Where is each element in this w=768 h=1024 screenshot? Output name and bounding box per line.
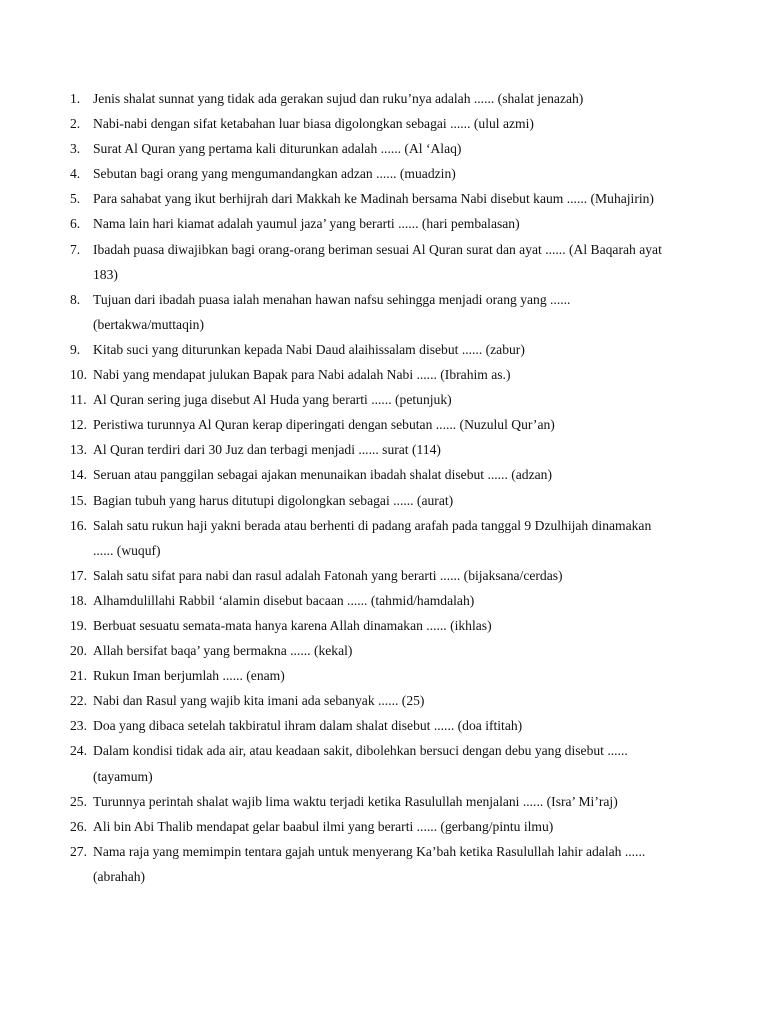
item-number [0,814,93,839]
item-number [0,613,93,638]
item-text: Turunnya perintah shalat wajib lima waktu terjadi ketika Rasulullah menjalani ...... (Isra’ Mi’raj) [93,793,618,809]
item-number-label: 26. [70,818,87,834]
list-item [0,638,768,663]
item-number [0,588,93,613]
item-text: Nabi yang mendapat julukan Bapak para Nabi adalah Nabi ...... (Ibrahim as.) [93,367,511,383]
list-item [0,462,768,487]
item-text: Ibadah puasa diwajibkan bagi orang-orang beriman sesuai Al Quran surat dan ayat ...... (Al Baqarah ayat 183) [93,241,662,282]
item-number-label: 14. [70,467,87,483]
item-number-label: 5. [70,191,81,207]
item-text: Nama raja yang memimpin tentara gajah untuk menyerang Ka’bah ketika Rasulullah lahir adalah ...... (abrahah) [93,843,646,884]
item-number [0,211,93,236]
list-item [0,513,768,563]
item-text: Seruan atau panggilan sebagai ajakan menunaikan ibadah shalat disebut ...... (adzan) [93,467,552,483]
item-number [0,412,93,437]
item-number [0,563,93,588]
item-number [0,337,93,362]
item-number [0,86,93,111]
list-item [0,287,768,337]
item-number [0,839,93,864]
item-number [0,362,93,387]
item-text: Doa yang dibaca setelah takbiratul ihram dalam shalat disebut ...... (doa iftitah) [93,718,523,734]
item-text: Nama lain hari kiamat adalah yaumul jaza’ yang berarti ...... (hari pembalasan) [93,216,520,232]
item-number-label: 17. [70,567,87,583]
list-item [0,839,768,889]
item-text: Allah bersifat baqa’ yang bermakna ...... (kekal) [93,643,353,659]
list-item [0,789,768,814]
item-number [0,513,93,538]
item-number-label: 24. [70,743,87,759]
list-item [0,588,768,613]
item-number [0,186,93,211]
item-text: Surat Al Quran yang pertama kali diturunkan adalah ...... (Al ‘Alaq) [93,141,462,157]
list-item [0,688,768,713]
item-text: Peristiwa turunnya Al Quran kerap diperingati dengan sebutan ...... (Nuzulul Qur’an) [93,417,555,433]
item-number-label: 19. [70,617,87,633]
item-number [0,287,93,312]
item-number-label: 6. [70,216,81,232]
list-item [0,362,768,387]
item-text: Sebutan bagi orang yang mengumandangkan adzan ...... (muadzin) [93,166,456,182]
item-text: Tujuan dari ibadah puasa ialah menahan hawan nafsu sehingga menjadi orang yang ...... (bertakwa/muttaqin) [93,291,571,332]
item-text: Alhamdulillahi Rabbil ‘alamin disebut bacaan ...... (tahmid/hamdalah) [93,592,475,608]
item-text: Al Quran terdiri dari 30 Juz dan terbagi menjadi ...... surat (114) [93,442,441,458]
list-item [0,814,768,839]
list-item [0,663,768,688]
item-number [0,437,93,462]
list-item [0,563,768,588]
list-item [0,86,768,111]
list-item [0,437,768,462]
list-item [0,738,768,788]
item-text: Nabi-nabi dengan sifat ketabahan luar biasa digolongkan sebagai ...... (ulul azmi) [93,116,534,132]
item-number [0,387,93,412]
item-text: Nabi dan Rasul yang wajib kita imani ada sebanyak ...... (25) [93,693,425,709]
item-number-label: 1. [70,91,81,106]
list-item [0,237,768,287]
question-list [0,86,768,889]
item-number [0,488,93,513]
list-item [0,136,768,161]
item-text: Salah satu rukun haji yakni berada atau berhenti di padang arafah pada tanggal 9 Dzulhijah dinamakan ...... (wuquf) [93,517,652,558]
item-number-label: 27. [70,843,87,859]
item-number-label: 2. [70,116,81,132]
item-text: Ali bin Abi Thalib mendapat gelar baabul ilmi yang berarti ...... (gerbang/pintu ilmu) [93,818,554,834]
item-number-label: 15. [70,492,87,508]
item-number-label: 8. [70,291,81,307]
item-number-label: 13. [70,442,87,458]
item-text: Para sahabat yang ikut berhijrah dari Makkah ke Madinah bersama Nabi disebut kaum ...... (Muhajirin) [93,191,654,207]
item-number-label: 18. [70,592,87,608]
item-number-label: 10. [70,367,87,383]
item-number [0,462,93,487]
item-number-label: 20. [70,643,87,659]
item-number [0,738,93,763]
list-item [0,186,768,211]
list-item [0,713,768,738]
item-number-label: 23. [70,718,87,734]
item-text: Al Quran sering juga disebut Al Huda yang berarti ...... (petunjuk) [93,392,452,408]
item-number [0,663,93,688]
item-text: Bagian tubuh yang harus ditutupi digolongkan sebagai ...... (aurat) [93,492,454,508]
item-number-label: 25. [70,793,87,809]
item-number-label: 4. [70,166,81,182]
item-number [0,789,93,814]
item-number-label: 7. [70,241,81,257]
item-text: Dalam kondisi tidak ada air, atau keadaan sakit, dibolehkan bersuci dengan debu yang disebut ...... (tayamum) [93,743,628,784]
list-item [0,613,768,638]
item-number-label: 12. [70,417,87,433]
item-text: Rukun Iman berjumlah ...... (enam) [93,668,285,684]
list-item [0,387,768,412]
list-item [0,337,768,362]
item-number-label: 9. [70,341,81,357]
item-number [0,237,93,262]
list-item [0,488,768,513]
list-item [0,111,768,136]
item-text: Jenis shalat sunnat yang tidak ada gerakan sujud dan ruku’nya adalah ...... (shalat jenazah) [93,91,584,106]
item-number [0,161,93,186]
document-page [0,86,768,889]
item-number [0,688,93,713]
item-text: Salah satu sifat para nabi dan rasul adalah Fatonah yang berarti ...... (bijaksana/cerdas) [93,567,563,583]
item-number-label: 16. [70,517,87,533]
item-number-label: 22. [70,693,87,709]
list-item [0,412,768,437]
list-item [0,211,768,236]
item-number [0,136,93,161]
item-number-label: 3. [70,141,81,157]
item-text: Kitab suci yang diturunkan kepada Nabi Daud alaihissalam disebut ...... (zabur) [93,341,525,357]
item-number-label: 21. [70,668,87,684]
item-number [0,713,93,738]
list-item [0,161,768,186]
item-text: Berbuat sesuatu semata-mata hanya karena Allah dinamakan ...... (ikhlas) [93,617,492,633]
item-number-label: 11. [70,392,87,408]
item-number [0,638,93,663]
item-number [0,111,93,136]
